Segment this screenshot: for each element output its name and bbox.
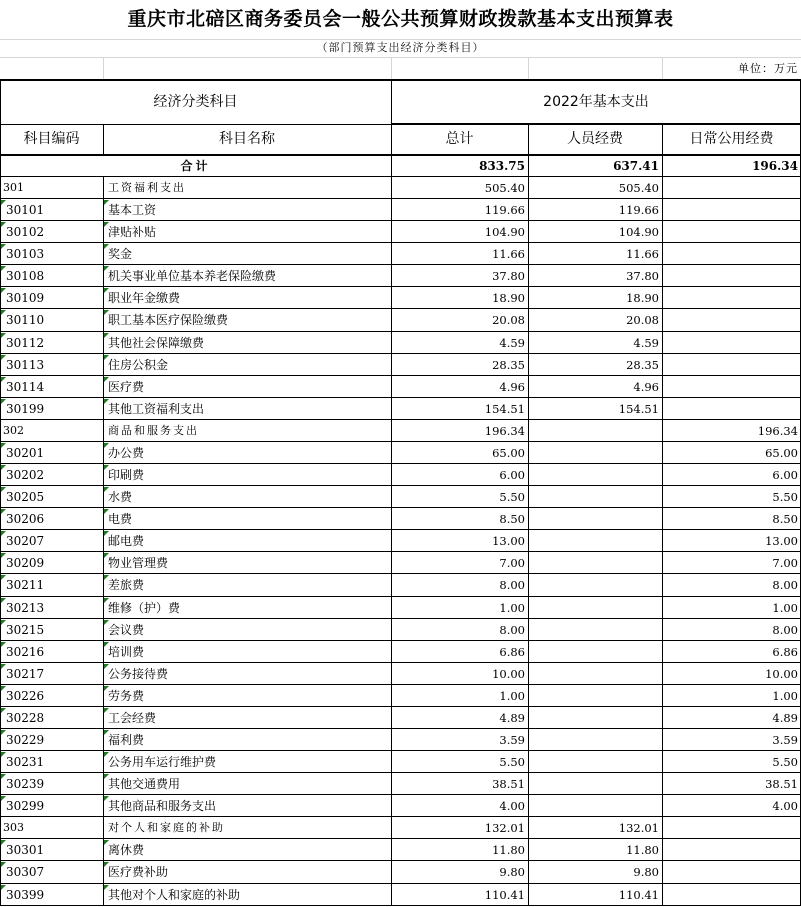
row-total: 4.89 (499, 710, 525, 725)
row-personnel (528, 552, 662, 574)
row-code: 30110 (6, 313, 45, 328)
row-personnel (528, 641, 662, 663)
cell-marker-icon (1, 377, 6, 382)
cell-marker-icon (104, 531, 109, 536)
header-name: 科目名称 (219, 131, 275, 147)
table-border (662, 124, 663, 906)
cell-marker-icon (1, 730, 6, 735)
row-code: 30199 (6, 401, 45, 416)
row-public (662, 884, 801, 906)
row-name: 医疗费 (108, 379, 145, 394)
row-code: 30206 (6, 512, 45, 527)
row-name: 其他交通费用 (108, 777, 181, 792)
header-personnel: 人员经费 (567, 131, 623, 147)
row-public: 4.00 (772, 799, 798, 814)
row-total: 11.80 (492, 843, 525, 858)
row-public (662, 265, 801, 287)
cell-marker-icon (1, 355, 6, 360)
cell-marker-icon (1, 443, 6, 448)
summary-label: 合计 (180, 159, 211, 173)
cell-marker-icon (1, 752, 6, 757)
row-code: 301 (3, 181, 24, 194)
table-border (0, 463, 801, 464)
row-personnel: 9.80 (633, 865, 659, 880)
table-border (0, 485, 801, 486)
table-border (0, 397, 801, 398)
row-name: 印刷费 (108, 468, 145, 483)
row-name: 公务用车运行维护费 (108, 755, 217, 770)
row-personnel: 132.01 (618, 821, 659, 836)
cell-marker-icon (1, 862, 6, 867)
cell-marker-icon (104, 377, 109, 382)
row-name: 邮电费 (108, 534, 145, 549)
row-public: 6.00 (772, 468, 798, 483)
cell-marker-icon (1, 708, 6, 713)
row-public (662, 199, 801, 221)
cell-marker-icon (1, 465, 6, 470)
row-name: 商品和服务支出 (108, 423, 199, 437)
row-code: 30103 (6, 247, 45, 262)
row-code: 30207 (6, 534, 45, 549)
row-personnel (528, 464, 662, 486)
row-public: 13.00 (765, 534, 798, 549)
row-public: 4.89 (772, 710, 798, 725)
table-border (0, 375, 801, 376)
row-public: 5.50 (772, 755, 798, 770)
row-code: 30201 (6, 445, 45, 460)
row-total: 4.59 (499, 335, 525, 350)
row-total: 38.51 (492, 777, 525, 792)
row-code: 30217 (6, 666, 45, 681)
table-border (103, 124, 104, 155)
gridline (0, 39, 801, 40)
row-public (662, 287, 801, 309)
table-border (0, 441, 801, 442)
row-name: 基本工资 (108, 203, 157, 218)
row-total: 8.50 (499, 512, 525, 527)
table-border (0, 772, 801, 773)
row-total: 65.00 (492, 445, 525, 460)
cell-marker-icon (1, 885, 6, 890)
gridline (391, 57, 392, 80)
row-personnel: 37.80 (626, 269, 659, 284)
row-total: 13.00 (492, 534, 525, 549)
row-public: 7.00 (772, 556, 798, 571)
header-basic-expenditure: 2022年基本支出 (543, 94, 649, 110)
gridline (528, 57, 529, 80)
cell-marker-icon (104, 620, 109, 625)
gridline (103, 57, 104, 80)
cell-marker-icon (104, 222, 109, 227)
table-border (0, 264, 801, 265)
row-public: 1.00 (772, 688, 798, 703)
gridline (662, 57, 663, 80)
table-border (0, 596, 801, 597)
cell-marker-icon (1, 598, 6, 603)
row-code: 30239 (6, 777, 45, 792)
row-personnel (528, 619, 662, 641)
cell-marker-icon (1, 796, 6, 801)
row-code: 30213 (6, 600, 45, 615)
row-code: 30211 (6, 578, 45, 593)
cell-marker-icon (1, 487, 6, 492)
row-personnel: 4.96 (633, 379, 659, 394)
cell-marker-icon (104, 885, 109, 890)
table-border (0, 286, 801, 287)
row-total: 1.00 (499, 600, 525, 615)
row-public (662, 398, 801, 420)
cell-marker-icon (1, 840, 6, 845)
row-personnel (528, 420, 662, 442)
row-total: 9.80 (499, 865, 525, 880)
header-code: 科目编码 (23, 131, 80, 147)
row-public (662, 221, 801, 243)
row-code: 30301 (6, 843, 45, 858)
row-total: 5.50 (499, 490, 525, 505)
row-code: 30112 (6, 335, 45, 350)
table-border (0, 529, 801, 530)
table-border (0, 242, 801, 243)
cell-marker-icon (1, 244, 6, 249)
row-code: 30205 (6, 490, 45, 505)
row-public (662, 332, 801, 354)
cell-marker-icon (104, 796, 109, 801)
row-public (662, 243, 801, 265)
row-total: 8.00 (499, 622, 525, 637)
row-public (662, 177, 801, 199)
report-subtitle: （部门预算支出经济分类科目） (316, 41, 485, 54)
row-name: 差旅费 (108, 578, 145, 593)
row-total: 4.00 (499, 799, 525, 814)
row-name: 其他社会保障缴费 (108, 335, 205, 350)
cell-marker-icon (104, 575, 109, 580)
table-border (0, 79, 801, 81)
table-border (0, 507, 801, 508)
row-name: 物业管理费 (108, 556, 169, 571)
row-public (662, 817, 801, 839)
row-total: 505.40 (484, 181, 525, 195)
row-total: 3.59 (499, 733, 525, 747)
row-personnel (528, 597, 662, 619)
cell-marker-icon (1, 266, 6, 271)
header-economic-category: 经济分类科目 (153, 94, 238, 110)
cell-marker-icon (104, 553, 109, 558)
row-code: 30202 (6, 468, 45, 483)
table-border (0, 816, 801, 817)
cell-marker-icon (1, 774, 6, 779)
table-border (0, 618, 801, 619)
summary-personnel: 637.41 (613, 159, 659, 173)
row-name: 职业年金缴费 (108, 291, 181, 306)
cell-marker-icon (104, 642, 109, 647)
row-personnel: 110.41 (618, 887, 659, 902)
row-personnel (528, 486, 662, 508)
row-personnel: 104.90 (618, 225, 659, 240)
row-total: 132.01 (484, 821, 525, 836)
row-name: 奖金 (108, 247, 133, 262)
row-personnel (528, 685, 662, 707)
row-code: 30109 (6, 291, 45, 306)
row-personnel (528, 442, 662, 464)
header-public: 日常公用经费 (689, 131, 774, 147)
cell-marker-icon (104, 266, 109, 271)
cell-marker-icon (104, 509, 109, 514)
cell-marker-icon (104, 686, 109, 691)
row-total: 37.80 (492, 269, 525, 284)
row-personnel: 505.40 (618, 181, 659, 195)
cell-marker-icon (104, 487, 109, 492)
cell-marker-icon (104, 399, 109, 404)
cell-marker-icon (1, 642, 6, 647)
cell-marker-icon (1, 333, 6, 338)
table-border (0, 308, 801, 309)
row-total: 154.51 (484, 401, 525, 416)
row-code: 30228 (6, 710, 45, 725)
row-personnel (528, 530, 662, 552)
row-name: 培训费 (108, 644, 145, 659)
row-personnel: 28.35 (626, 357, 659, 372)
row-code: 303 (3, 821, 24, 835)
row-personnel (528, 707, 662, 729)
row-code: 30229 (6, 733, 45, 747)
row-personnel: 18.90 (626, 291, 659, 306)
row-code: 30113 (6, 357, 45, 372)
table-border (0, 176, 801, 177)
cell-marker-icon (1, 288, 6, 293)
row-public: 10.00 (765, 666, 798, 681)
row-personnel (528, 795, 662, 817)
row-name: 医疗费补助 (108, 865, 169, 880)
row-total: 119.66 (484, 203, 525, 218)
table-border (0, 551, 801, 552)
row-name: 住房公积金 (108, 357, 169, 372)
row-public: 8.00 (772, 622, 798, 637)
row-public: 8.00 (772, 578, 798, 593)
row-name: 其他商品和服务支出 (108, 799, 217, 814)
cell-marker-icon (1, 222, 6, 227)
row-code: 302 (3, 423, 24, 437)
row-public (662, 839, 801, 861)
row-public (662, 861, 801, 883)
row-personnel: 4.59 (633, 335, 659, 350)
row-total: 104.90 (484, 225, 525, 240)
row-name: 公务接待费 (108, 666, 169, 681)
cell-marker-icon (104, 244, 109, 249)
cell-marker-icon (104, 730, 109, 735)
row-total: 20.08 (492, 313, 525, 328)
gridline (0, 57, 801, 58)
cell-marker-icon (1, 686, 6, 691)
row-personnel: 154.51 (618, 401, 659, 416)
row-total: 1.00 (499, 688, 525, 703)
cell-marker-icon (104, 355, 109, 360)
table-border (0, 794, 801, 795)
row-name: 会议费 (108, 622, 145, 637)
row-public: 196.34 (757, 423, 798, 438)
row-personnel: 119.66 (618, 203, 659, 218)
cell-marker-icon (104, 708, 109, 713)
table-border (103, 177, 104, 906)
table-border (0, 154, 801, 156)
row-code: 30307 (6, 865, 45, 880)
summary-total: 833.75 (479, 159, 525, 173)
row-name: 津贴补贴 (108, 225, 157, 240)
row-total: 4.96 (499, 379, 525, 394)
summary-public: 196.34 (752, 159, 798, 173)
row-personnel (528, 773, 662, 795)
table-border (0, 883, 801, 884)
row-total: 196.34 (484, 423, 525, 438)
table-border (0, 80, 1, 906)
row-code: 30102 (6, 225, 45, 240)
report-title: 重庆市北碚区商务委员会一般公共预算财政拨款基本支出预算表 (127, 8, 674, 30)
table-border (0, 198, 801, 199)
cell-marker-icon (104, 333, 109, 338)
row-name: 福利费 (108, 733, 145, 747)
cell-marker-icon (1, 531, 6, 536)
row-code: 30216 (6, 644, 45, 659)
cell-marker-icon (1, 553, 6, 558)
table-border (0, 353, 801, 354)
cell-marker-icon (104, 310, 109, 315)
cell-marker-icon (104, 465, 109, 470)
cell-marker-icon (1, 575, 6, 580)
cell-marker-icon (104, 752, 109, 757)
row-name: 工资福利支出 (108, 181, 186, 194)
row-code: 30101 (6, 203, 45, 218)
row-personnel (528, 729, 662, 751)
table-border (0, 838, 801, 839)
row-public: 38.51 (765, 777, 798, 792)
table-border (0, 860, 801, 861)
header-total: 总计 (445, 131, 474, 147)
row-code: 30399 (6, 887, 45, 902)
cell-marker-icon (104, 288, 109, 293)
row-total: 7.00 (499, 556, 525, 571)
row-personnel: 11.80 (626, 843, 659, 858)
table-border (0, 662, 801, 663)
row-total: 28.35 (492, 357, 525, 372)
table-border (528, 124, 529, 906)
cell-marker-icon (104, 598, 109, 603)
row-code: 30226 (6, 688, 45, 703)
row-name: 其他工资福利支出 (108, 401, 205, 416)
cell-marker-icon (104, 200, 109, 205)
row-public: 1.00 (772, 600, 798, 615)
table-border (0, 684, 801, 685)
row-code: 30231 (6, 755, 45, 770)
row-total: 6.00 (499, 468, 525, 483)
table-border (0, 331, 801, 332)
row-public (662, 354, 801, 376)
row-public: 6.86 (772, 644, 798, 659)
row-public (662, 309, 801, 331)
row-total: 18.90 (492, 291, 525, 306)
row-public: 65.00 (765, 445, 798, 460)
cell-marker-icon (104, 664, 109, 669)
cell-marker-icon (1, 620, 6, 625)
cell-marker-icon (1, 399, 6, 404)
row-code: 30209 (6, 556, 45, 571)
row-public: 3.59 (772, 733, 798, 747)
row-name: 机关事业单位基本养老保险缴费 (108, 269, 277, 284)
row-code: 30108 (6, 269, 45, 284)
row-personnel (528, 574, 662, 596)
cell-marker-icon (104, 862, 109, 867)
cell-marker-icon (1, 664, 6, 669)
row-name: 工会经费 (108, 710, 157, 725)
row-name: 职工基本医疗保险缴费 (108, 313, 229, 328)
row-name: 水费 (108, 490, 133, 505)
row-name: 维修（护）费 (108, 600, 181, 615)
row-name: 办公费 (108, 445, 145, 460)
cell-marker-icon (1, 200, 6, 205)
row-code: 30299 (6, 799, 45, 814)
row-name: 劳务费 (108, 688, 145, 703)
cell-marker-icon (104, 774, 109, 779)
row-total: 110.41 (484, 887, 525, 902)
row-personnel: 20.08 (626, 313, 659, 328)
row-name: 电费 (108, 512, 133, 527)
row-name: 离休费 (108, 843, 145, 858)
row-total: 6.86 (499, 644, 525, 659)
unit-label: 单位：万元 (738, 62, 798, 75)
row-public (662, 376, 801, 398)
table-border (0, 905, 801, 906)
cell-marker-icon (1, 509, 6, 514)
table-border (0, 750, 801, 751)
table-border (0, 573, 801, 574)
table-border (0, 728, 801, 729)
row-total: 5.50 (499, 755, 525, 770)
table-border (0, 706, 801, 707)
row-public: 8.50 (772, 512, 798, 527)
row-code: 30114 (6, 379, 45, 394)
row-total: 11.66 (492, 247, 525, 262)
row-public: 5.50 (772, 490, 798, 505)
row-personnel (528, 751, 662, 773)
cell-marker-icon (104, 443, 109, 448)
row-personnel (528, 663, 662, 685)
table-border (0, 220, 801, 221)
cell-marker-icon (1, 310, 6, 315)
cell-marker-icon (104, 840, 109, 845)
row-personnel (528, 508, 662, 530)
table-border (0, 124, 801, 125)
row-code: 30215 (6, 622, 45, 637)
row-name: 其他对个人和家庭的补助 (108, 887, 241, 902)
table-border (0, 419, 801, 420)
row-personnel: 11.66 (626, 247, 659, 262)
row-name: 对个人和家庭的补助 (108, 821, 225, 835)
table-border (0, 640, 801, 641)
row-total: 8.00 (499, 578, 525, 593)
row-total: 10.00 (492, 666, 525, 681)
table-border (391, 80, 392, 906)
